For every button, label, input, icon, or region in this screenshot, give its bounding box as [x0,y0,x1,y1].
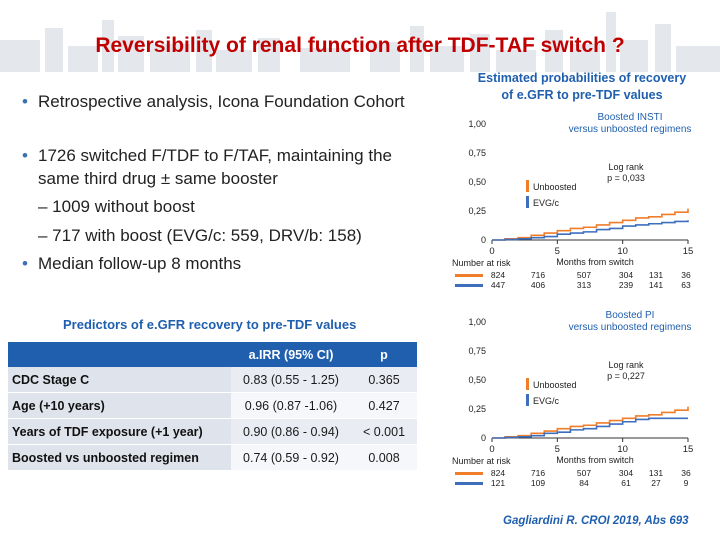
predictor-name: Age (+10 years) [8,393,231,419]
chart-subtitle: Boosted PI [605,310,655,321]
km-heading-line1: Estimated probabilities of recovery [477,71,687,85]
bullet-text: 1726 switched F/TDF to F/TAF, maintaining the [38,146,392,165]
risk-value: 824 [490,468,506,478]
legend-swatch [526,378,529,390]
logrank-label: Log rank [608,162,644,172]
risk-value: 131 [648,270,664,280]
chart-subtitle: versus unboosted regimens [568,124,692,135]
predictor-p: 0.427 [351,393,417,419]
y-tick-label: 0,75 [468,148,486,158]
sub-bullet-no-boost: – 1009 without boost [38,197,195,216]
y-tick-label: 1,00 [468,317,486,327]
x-tick-label: 15 [682,246,694,257]
predictor-p: < 0.001 [351,419,417,445]
risk-value: 716 [530,468,546,478]
x-tick-label: 0 [489,444,495,455]
risk-row-swatch [455,284,483,287]
bullet-followup [22,254,241,274]
risk-row-swatch [455,472,483,475]
x-axis-label: Months from switch [556,455,634,465]
risk-value: 84 [579,478,589,488]
x-tick-label: 15 [682,444,694,455]
y-tick-label: 0,25 [468,206,486,216]
legend-label: EVG/c [533,396,560,406]
risk-value: 61 [621,478,631,488]
risk-value: 36 [681,270,691,280]
x-tick-label: 10 [617,246,628,257]
bullet-dot-icon: • [22,146,28,165]
risk-row-swatch [455,482,483,485]
risk-value: 9 [683,478,689,488]
chart-subtitle: versus unboosted regimens [568,322,692,333]
y-tick-label: 1,00 [468,119,486,129]
risk-value: 507 [576,270,592,280]
risk-value: 447 [490,280,506,290]
predictor-irr: 0.74 (0.59 - 0.92) [231,445,351,471]
table-header-blank [8,342,231,367]
risk-value: 63 [681,280,691,290]
predictor-irr: 0.96 (0.87 -1.06) [231,393,351,419]
risk-value: 239 [618,280,634,290]
table-row [8,367,417,393]
logrank-label: Log rank [608,360,644,370]
risk-row-swatch [455,274,483,277]
x-axis-label: Months from switch [556,257,634,267]
predictor-p: 0.365 [351,367,417,393]
table-header-row [8,342,417,367]
table-row [8,419,417,445]
sub-bullet-boost: – 717 with boost (EVG/c: 559, DRV/b: 158) [38,226,362,245]
bullet-switched-cont: same third drug ± same booster [38,169,278,188]
risk-value: 121 [490,478,506,488]
table-header-irr: a.IRR (95% CI) [231,342,351,367]
legend-label: EVG/c [533,198,560,208]
bullet-text: Retrospective analysis, Icona Foundation Cohort [38,92,405,111]
risk-value: 109 [530,478,546,488]
predictor-irr: 0.83 (0.55 - 1.25) [231,367,351,393]
risk-value: 507 [576,468,592,478]
risk-value: 27 [651,478,661,488]
risk-value: 141 [648,280,664,290]
bullet-dot-icon: • [22,92,28,111]
y-tick-label: 0 [480,433,486,443]
y-tick-label: 0,25 [468,404,486,414]
x-tick-label: 5 [554,444,560,455]
chart-subtitle: Boosted INSTI [597,112,663,123]
bullet-text: Median follow-up 8 months [38,254,242,273]
risk-value: 304 [618,468,634,478]
risk-value: 406 [530,280,546,290]
risk-value: 716 [530,270,546,280]
risk-value: 824 [490,270,506,280]
legend-label: Unboosted [533,182,577,192]
risk-label: Number at risk [452,258,511,268]
predictor-name: CDC Stage C [8,367,231,393]
citation: Gagliardini R. CROI 2019, Abs 693 [503,515,689,527]
bullet-switched [22,146,392,166]
legend-swatch [526,196,529,208]
legend-label: Unboosted [533,380,577,390]
y-tick-label: 0,50 [468,177,486,187]
x-tick-label: 10 [617,444,628,455]
km-heading [452,70,712,104]
risk-value: 304 [618,270,634,280]
legend-swatch [526,180,529,192]
logrank-value: p = 0,033 [607,173,645,183]
predictors-title: Predictors of e.GFR recovery to pre-TDF values [63,317,357,332]
km-heading-line2: of e.GFR to pre-TDF values [501,88,663,102]
x-tick-label: 0 [489,246,495,257]
predictor-irr: 0.90 (0.86 - 0.94) [231,419,351,445]
bullet-cohort [22,92,405,112]
slide-title: Reversibility of renal function after TDF-TAF switch ? [95,34,625,57]
predictor-name: Years of TDF exposure (+1 year) [8,419,231,445]
bullet-dot-icon: • [22,254,28,273]
table-row [8,445,417,471]
y-tick-label: 0,75 [468,346,486,356]
y-tick-label: 0 [480,235,486,245]
risk-value: 313 [576,280,592,290]
risk-value: 131 [648,468,664,478]
y-tick-label: 0,50 [468,375,486,385]
series-line [492,407,688,438]
logrank-value: p = 0,227 [607,371,645,381]
predictor-name: Boosted vs unboosted regimen [8,445,231,471]
risk-label: Number at risk [452,456,511,466]
x-tick-label: 5 [554,246,560,257]
risk-value: 36 [681,468,691,478]
legend-swatch [526,394,529,406]
km-chart-pi [440,310,720,520]
predictor-p: 0.008 [351,445,417,471]
predictors-table [8,342,417,471]
table-row [8,393,417,419]
km-chart-insti [440,112,720,322]
table-header-p: p [351,342,417,367]
